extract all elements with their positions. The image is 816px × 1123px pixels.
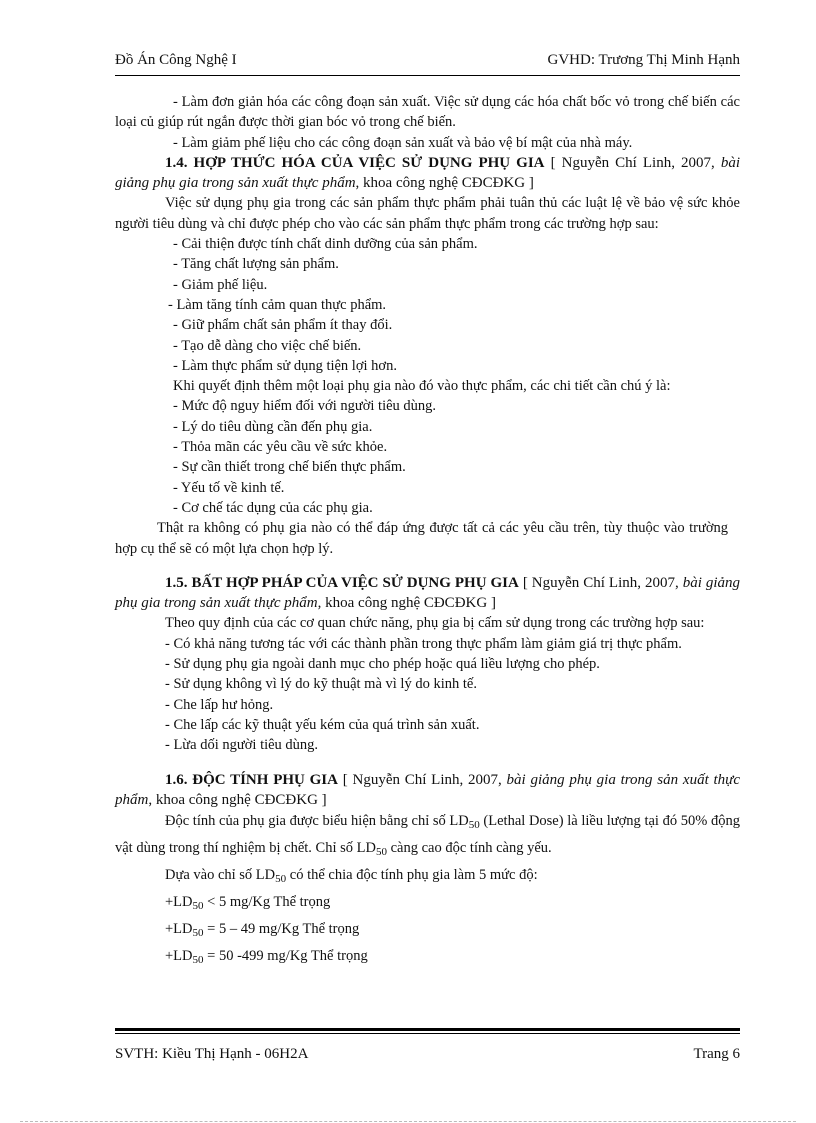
list-item: - Cơ chế tác dụng của các phụ gia. (173, 499, 373, 516)
list-item: - Có khả năng tương tác với các thành phần trong thực phẩm làm giảm giá trị thực phẩm. (165, 635, 682, 652)
section-1-4-closing: Thật ra không có phụ gia nào có thể đáp ứng được tất cả các yêu cầu trên, tùy thuộc vào trường hợp cụ thể sẽ có một lựa chọn hợp lý. (115, 520, 728, 557)
toxicity-level: $+LD_{50} = 50$ -499 mg/Kg Thể trọng (165, 948, 368, 967)
section-1-4-heading: 1.4. HỢP THỨC HÓA CỦA VIỆC SỬ DỤNG PHỤ GIA [ Nguyễn Chí Linh, 2007, bài giảng phụ gia trong sản xuất thực phẩm, khoa công nghệ CĐCĐKG ] (115, 154, 740, 192)
page-number: Trang 6 (693, 1046, 740, 1062)
list-item: - Làm thực phẩm sử dụng tiện lợi hơn. (173, 357, 397, 374)
section-1-6-paragraph: Độc tính của phụ gia được biểu hiện bằng chỉ số $LD_{50}$ (Lethal Dose) là liều lượng tại đó 50% động vật dùng trong thí nghiệm bị chết. Chỉ số $LD_{50}$ càng cao độc tính càng yếu. (115, 813, 740, 859)
list-item: - Lừa dối người tiêu dùng. (165, 737, 319, 754)
page-header (115, 52, 740, 74)
list-item: - Sự cần thiết trong chế biến thực phẩm. (173, 459, 406, 476)
list-item: - Che lấp hư hỏng. (165, 696, 274, 713)
toxicity-level: $+LD_{50} = 5 - 49$ mg/Kg Thể trọng (165, 921, 360, 940)
footer-rule-thin (115, 1033, 740, 1034)
intro-item-1: - Làm đơn giản hóa các công đoạn sản xuất. Việc sử dụng các hóa chất bốc vỏ trong chế biến các loại củ giúp rút ngắn được thời gian bóc vỏ trong chế biến. (115, 94, 740, 131)
list-item: - Lý do tiêu dùng cần đến phụ gia. (173, 418, 373, 435)
section-1-5-heading: 1.5. BẤT HỢP PHÁP CỦA VIỆC SỬ DỤNG PHỤ GIA [ Nguyễn Chí Linh, 2007, bài giảng phụ gia trong sản xuất thực phẩm, khoa công nghệ CĐCĐKG ] (115, 574, 740, 612)
header-rule (115, 75, 740, 76)
list-item: - Yếu tố về kinh tế. (173, 479, 285, 496)
toxicity-level: $+LD_{50} < 5$ mg/Kg Thể trọng (165, 894, 331, 913)
footer-student: SVTH: Kiều Thị Hạnh - 06H2A (115, 1046, 309, 1062)
page-footer (115, 1046, 740, 1068)
list-item: - Làm tăng tính cảm quan thực phẩm. (168, 296, 387, 313)
section-1-4-paragraph: Việc sử dụng phụ gia trong các sản phẩm thực phẩm phải tuân thủ các luật lệ về bảo vệ sức khỏe người tiêu dùng và chỉ được phép cho vào các sản phẩm thực phẩm trong các trường hợp sau: (115, 195, 740, 232)
page-edge-divider (20, 1121, 796, 1122)
section-1-6-levels-intro: Dựa vào chỉ số $LD_{50}$ có thể chia độc tính phụ gia làm 5 mức độ: (165, 867, 538, 886)
footer-rule-thick (115, 1028, 740, 1031)
list-item: - Giảm phế liệu. (173, 276, 268, 293)
header-instructor: GVHD: Trương Thị Minh Hạnh (547, 52, 740, 68)
list-item: - Thỏa mãn các yêu cầu về sức khỏe. (173, 439, 388, 456)
list-item: - Tạo dễ dàng cho việc chế biến. (173, 337, 362, 354)
list-item: - Sử dụng không vì lý do kỹ thuật mà vì lý do kinh tế. (165, 676, 477, 693)
section-1-6-heading: 1.6. ĐỘC TÍNH PHỤ GIA [ Nguyễn Chí Linh, 2007, bài giảng phụ gia trong sản xuất thực phẩm, khoa công nghệ CĐCĐKG ] (115, 771, 741, 808)
list-item: - Giữ phẩm chất sản phẩm ít thay đổi. (173, 317, 393, 334)
section-1-4-criteria-intro: Khi quyết định thêm một loại phụ gia nào đó vào thực phẩm, các chi tiết cần chú ý là: (173, 378, 671, 395)
page-body (115, 92, 740, 972)
list-item: - Tăng chất lượng sản phẩm. (173, 256, 339, 273)
list-item: - Sử dụng phụ gia ngoài danh mục cho phép hoặc quá liều lượng cho phép. (165, 656, 600, 673)
list-item: - Mức độ nguy hiểm đối với người tiêu dùng. (173, 398, 437, 415)
section-1-5-paragraph: Theo quy định của các cơ quan chức năng, phụ gia bị cấm sử dụng trong các trường hợp sau: (165, 615, 705, 632)
header-course-title: Đồ Án Công Nghệ I (115, 52, 237, 68)
list-item: - Cải thiện được tính chất dinh dưỡng của sản phẩm. (173, 236, 478, 253)
list-item: - Che lấp các kỹ thuật yếu kém của quá trình sản xuất. (165, 716, 480, 733)
intro-item-2: - Làm giảm phế liệu cho các công đoạn sản xuất và bảo vệ bí mật của nhà máy. (173, 134, 633, 151)
